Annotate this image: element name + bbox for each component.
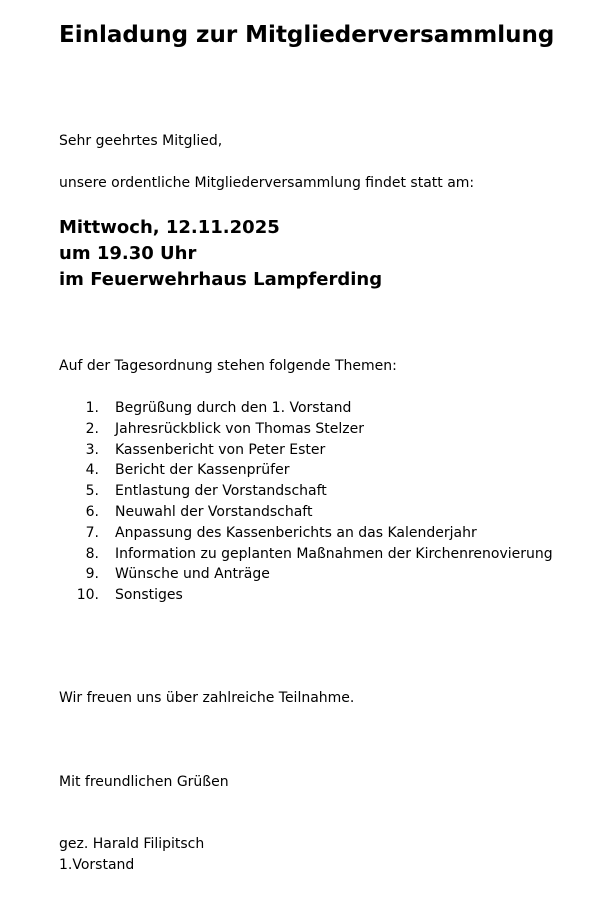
meeting-location: im Feuerwehrhaus Lampferding — [59, 269, 383, 290]
agenda-item — [59, 544, 553, 565]
agenda-item-text: Anpassung des Kassenberichts an das Kalenderjahr — [115, 524, 477, 541]
agenda-item — [59, 585, 553, 606]
meeting-time: um 19.30 Uhr — [59, 243, 197, 264]
signature-name: gez. Harald Filipitsch — [59, 836, 205, 852]
agenda-item-text: Entlastung der Vorstandschaft — [115, 483, 327, 500]
agenda-item — [59, 502, 553, 523]
agenda-item-text: Jahresrückblick von Thomas Stelzer — [115, 420, 365, 437]
agenda-item-text: Kassenbericht von Peter Ester — [115, 441, 326, 458]
agenda-item-text: Neuwahl der Vorstandschaft — [115, 503, 313, 520]
greeting: Mit freundlichen Grüßen — [59, 774, 229, 790]
agenda-item — [59, 440, 553, 461]
agenda-item-number: 1. — [85, 400, 99, 416]
document-title: Einladung zur Mitgliederversammlung — [59, 22, 555, 48]
agenda-item — [59, 523, 553, 544]
meeting-details — [59, 215, 382, 293]
agenda-item-number: 8. — [85, 545, 99, 562]
agenda-item — [59, 460, 553, 481]
agenda-intro: Auf der Tagesordnung stehen folgende Themen: — [59, 358, 397, 374]
agenda-item-text: Begrüßung durch den 1. Vorstand — [115, 400, 352, 416]
agenda-item-text: Bericht der Kassenprüfer — [115, 462, 290, 479]
agenda-item — [59, 481, 553, 502]
agenda-item-number: 6. — [85, 503, 99, 520]
agenda-item-number: 10. — [76, 587, 99, 604]
agenda-list — [59, 398, 553, 606]
agenda-item — [59, 419, 553, 440]
agenda-item-number: 4. — [85, 462, 99, 479]
signature-role: 1.Vorstand — [59, 857, 135, 873]
agenda-item-text: Information zu geplanten Maßnahmen der Kirchenrenovierung — [115, 545, 553, 562]
agenda-item-number: 2. — [85, 420, 99, 437]
agenda-item-number: 5. — [85, 483, 99, 500]
agenda-item-text: Sonstiges — [115, 587, 183, 604]
intro-text: unsere ordentliche Mitgliederversammlung findet statt am: — [59, 175, 475, 191]
agenda-item-number: 9. — [85, 566, 99, 583]
meeting-date: Mittwoch, 12.11.2025 — [59, 217, 280, 238]
salutation: Sehr geehrtes Mitglied, — [59, 133, 223, 149]
agenda-item — [59, 398, 553, 419]
closing-text: Wir freuen uns über zahlreiche Teilnahme. — [59, 690, 355, 706]
agenda-item-number: 7. — [85, 524, 99, 541]
agenda-item-text: Wünsche und Anträge — [115, 566, 270, 583]
agenda-item-number: 3. — [85, 441, 99, 458]
agenda-item — [59, 564, 553, 585]
